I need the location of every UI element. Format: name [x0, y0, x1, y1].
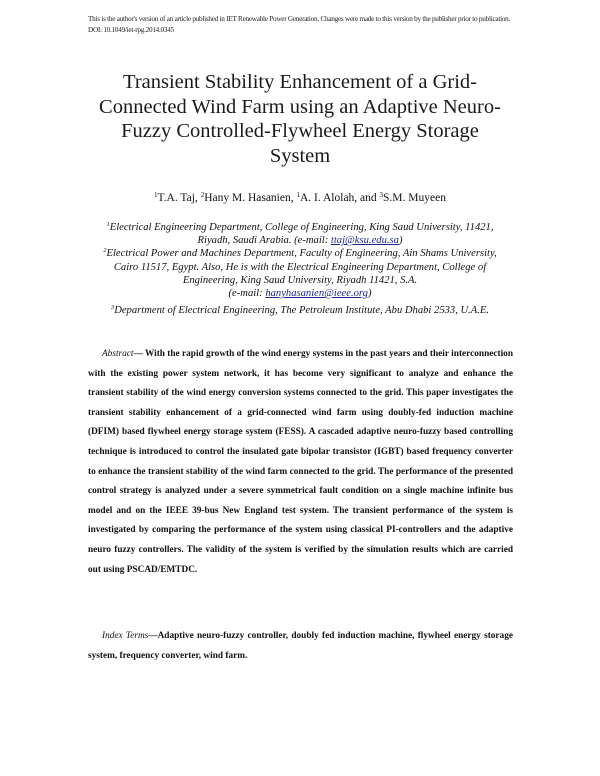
index-terms-text: —Adaptive neuro-fuzzy controller, doubly fed induction machine, flywheel energy storage system, frequency converter, wind farm.: [88, 631, 513, 661]
affiliation-2-line: (e-mail: hanyhasanien@ieee.org): [228, 288, 372, 300]
title-line: Connected Wind Farm using an Adaptive Neuro-: [99, 95, 501, 118]
email-link[interactable]: ttaj@ksu.edu.sa: [330, 235, 399, 247]
abstract: [88, 345, 513, 580]
email-link[interactable]: hanyhasanien@ieee.org: [265, 288, 368, 300]
affiliation-3-line: $^3$Department of Electrical Engineering, The Petroleum Institute, Abu Dhabi 2533, U.A.E.: [110, 304, 490, 317]
paper-title: [60, 70, 540, 168]
title-line: System: [269, 144, 331, 167]
publication-notice: [88, 14, 558, 36]
index-terms: [88, 627, 513, 666]
abstract-text: — With the rapid growth of the wind energy systems in the past years and their interconnection with the existing power system network, it has become very significant to analyze and enhance the transient stability of the wind energy conversion systems connected to the grid. This paper investigates the transient stability enhancement of a grid-connected wind farm using doubly-fed induction machine (DFIM) based flywheel energy storage system (FESS). A cascaded adaptive neuro-fuzzy based controlling technique is introduced to control the insulated gate bipolar transistor (IGBT) based frequency converter to enhance the transient stability of the wind farm connected to the grid. The performance of the presented control strategy is analyzed under a severe symmetrical fault condition on a single machine infinite bus model and on the IEEE 39-bus New England test system. The transient performance of the system is investigated by comparing the performance of the system using classical PI-controllers and the adaptive neuro fuzzy controllers. The validity of the system is verified by the simulation results which are carried out using PSCAD/EMTDC.: [88, 349, 513, 575]
affiliation-2-line: Cairo 11517, Egypt. Also, He is with the Electrical Engineering Department, College of: [113, 261, 487, 273]
author: $^2$Hany M. Hasanien,: [200, 191, 294, 204]
notice-line: This is the author's version of an article published in IET Renewable Power Generation. Changes were made to this version by the publisher prior to publication.: [88, 15, 511, 23]
affiliations: [80, 221, 520, 317]
affiliation-1-line: $^1$Electrical Engineering Department, College of Engineering, King Saud University, 11421,: [106, 221, 494, 233]
author: $^1$T.A. Taj,: [154, 191, 198, 204]
index-terms-heading: Index Terms: [102, 631, 149, 641]
abstract-heading: Abstract: [102, 349, 134, 359]
doi-line: DOI: 10.1049/iet-rpg.2014.0345: [88, 26, 174, 34]
title-line: Fuzzy Controlled-Flywheel Energy Storage: [121, 120, 479, 142]
title-line: Transient Stability Enhancement of a Grid-: [123, 71, 477, 93]
author: $^3$S.M. Muyeen: [379, 191, 446, 204]
affiliation-2-line: Engineering, King Saud University, Riyadh 11421, S.A.: [182, 274, 418, 286]
affiliation-2-line: $^2$Electrical Power and Machines Department, Faculty of Engineering, Ain Shams University,: [103, 247, 497, 260]
author: $^1$A. I. Alolah, and: [296, 191, 377, 204]
author-list: [60, 191, 540, 205]
affiliation-1-line: Riyadh, Saudi Arabia. (e-mail: ttaj@ksu.edu.sa): [197, 235, 403, 247]
